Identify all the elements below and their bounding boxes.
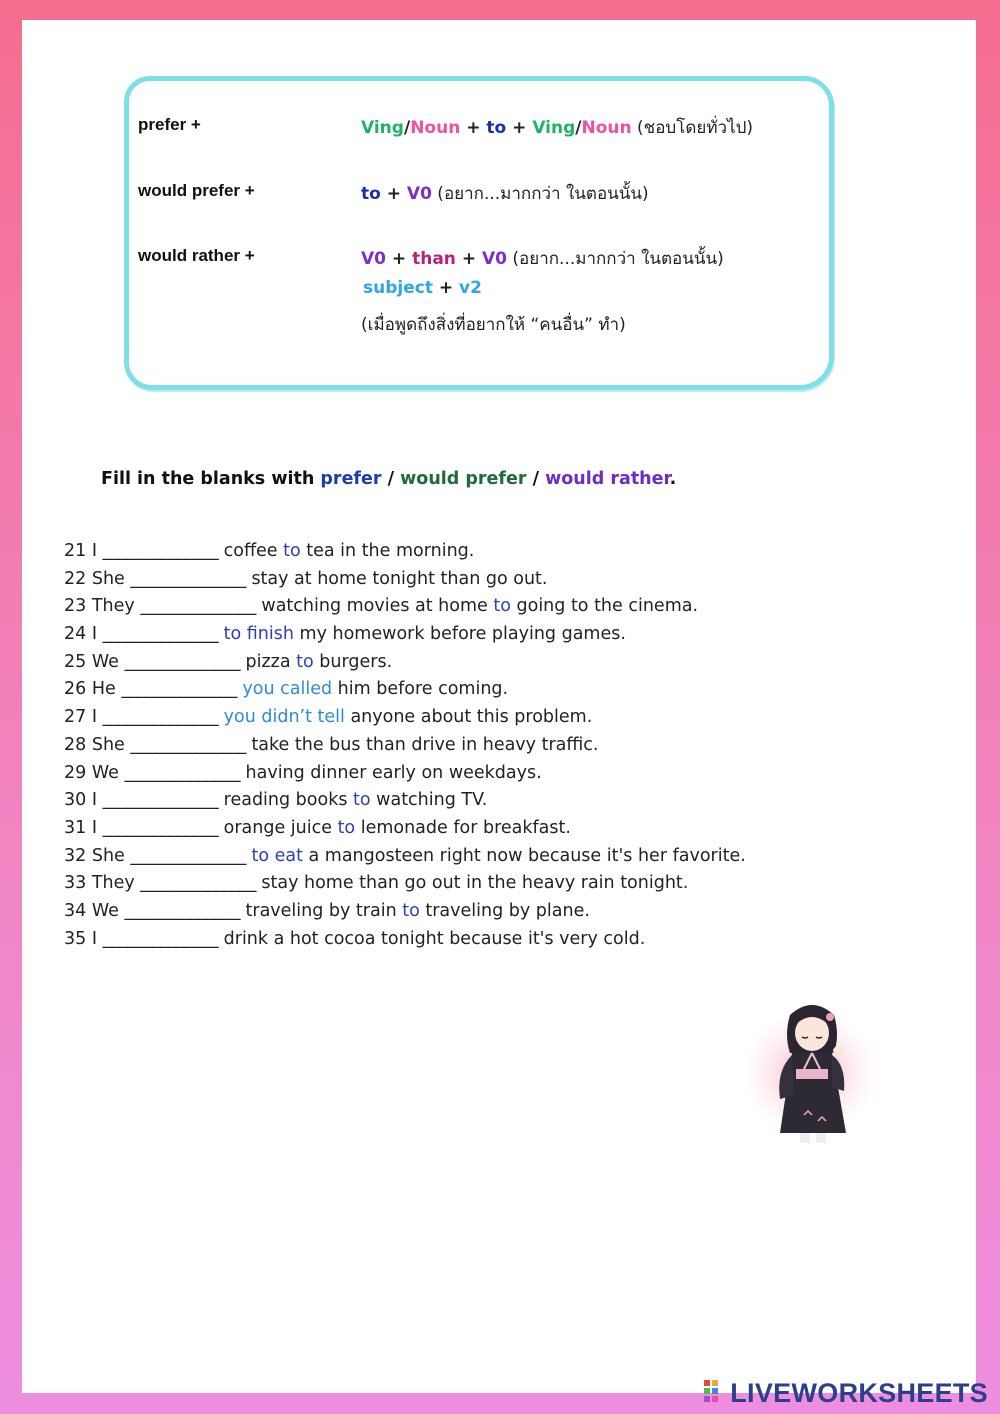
rule-label-prefer: prefer + bbox=[138, 115, 201, 134]
exercise-item bbox=[64, 760, 964, 788]
formula-segment: V0 bbox=[482, 249, 507, 269]
exercise-subject: I bbox=[86, 624, 103, 645]
rule-formula-prefer bbox=[361, 114, 753, 141]
exercise-hint: to eat bbox=[251, 845, 303, 866]
exercise-number: 25 bbox=[64, 651, 87, 672]
formula-segment: V0 bbox=[361, 249, 386, 269]
formula-segment: V0 bbox=[406, 184, 432, 204]
exercise-text: a mangosteen right now because it's her favorite. bbox=[302, 845, 746, 866]
exercise-text: drink a hot cocoa tonight because it's very cold. bbox=[218, 928, 646, 949]
exercise-hint: to bbox=[402, 900, 420, 921]
formula-segment: / bbox=[403, 118, 411, 138]
exercise-text: anyone about this problem. bbox=[344, 707, 593, 728]
formula-segment: / bbox=[575, 118, 582, 138]
exercise-subject: He bbox=[86, 679, 122, 700]
exercise-number: 27 bbox=[64, 707, 87, 728]
answer-blank[interactable]: ______________ bbox=[124, 651, 240, 672]
rule-formula-would-rather bbox=[361, 245, 724, 272]
exercise-number: 24 bbox=[64, 624, 87, 645]
exercise-text: traveling by train bbox=[239, 900, 403, 921]
rule-note-would-rather: (เมื่อพูดถึงสิ่งที่อยากให้ “คนอื่น” ทำ) bbox=[361, 315, 626, 335]
exercise-subject: We bbox=[86, 900, 125, 921]
exercise-item bbox=[64, 926, 964, 954]
formula-segment: + bbox=[380, 184, 407, 204]
exercise-number: 21 bbox=[64, 541, 87, 561]
exercise-text: coffee bbox=[218, 541, 284, 561]
exercise-number: 35 bbox=[64, 928, 87, 949]
exercise-item bbox=[64, 732, 964, 760]
kimono-girl-icon bbox=[742, 995, 882, 1150]
exercise-subject: I bbox=[86, 707, 103, 728]
formula-segment: Noun bbox=[581, 118, 632, 138]
exercise-item bbox=[64, 676, 964, 704]
rule-formula-would-rather-subject bbox=[363, 278, 482, 298]
exercise-text: tea in the morning. bbox=[300, 541, 475, 561]
exercise-text: lemonade for breakfast. bbox=[355, 817, 571, 838]
exercise-item bbox=[64, 704, 964, 732]
exercise-item bbox=[64, 593, 964, 621]
answer-blank[interactable]: ______________ bbox=[130, 845, 246, 866]
exercise-number: 32 bbox=[64, 845, 87, 866]
instruction-separator: / bbox=[381, 469, 401, 489]
exercise-number: 33 bbox=[64, 873, 87, 894]
exercise-subject: I bbox=[86, 790, 103, 811]
answer-blank[interactable]: ______________ bbox=[124, 762, 240, 783]
exercise-hint: to finish bbox=[223, 624, 294, 645]
exercise-item bbox=[64, 649, 964, 677]
exercise-text: stay home than go out in the heavy rain tonight. bbox=[255, 873, 689, 894]
exercise-subject: She bbox=[86, 734, 131, 755]
exercise-number: 22 bbox=[64, 568, 87, 589]
exercise-subject: She bbox=[86, 845, 131, 866]
answer-blank[interactable]: ______________ bbox=[124, 900, 240, 921]
formula-segment: subject bbox=[363, 278, 433, 298]
instruction-separator: / bbox=[526, 469, 546, 489]
formula-segment: Noun bbox=[410, 118, 461, 138]
exercise-item bbox=[64, 870, 964, 898]
exercise-list bbox=[64, 538, 964, 953]
exercise-text: reading books bbox=[218, 790, 354, 811]
exercise-text: pizza bbox=[239, 651, 297, 672]
formula-segment: than bbox=[412, 249, 456, 269]
instruction-option-would-prefer: would prefer bbox=[400, 469, 527, 489]
exercise-text: stay at home tonight than go out. bbox=[245, 568, 548, 589]
exercise-hint: to bbox=[337, 817, 356, 838]
answer-blank[interactable]: ______________ bbox=[102, 707, 219, 728]
exercise-item bbox=[64, 538, 964, 566]
exercise-number: 28 bbox=[64, 734, 87, 755]
exercise-subject: She bbox=[86, 568, 131, 589]
exercise-item bbox=[64, 843, 964, 871]
formula-segment: (ชอบโดยทั่วไป) bbox=[631, 118, 754, 138]
formula-segment: v2 bbox=[459, 278, 482, 298]
instruction-prefix: Fill in the blanks with bbox=[101, 469, 321, 489]
exercise-subject: They bbox=[86, 596, 141, 617]
exercise-subject: We bbox=[86, 651, 125, 672]
answer-blank[interactable]: ______________ bbox=[121, 679, 237, 700]
answer-blank[interactable]: ______________ bbox=[130, 734, 246, 755]
exercise-subject: I bbox=[86, 541, 103, 561]
formula-segment: + bbox=[386, 249, 413, 269]
formula-segment: to bbox=[361, 184, 381, 204]
exercise-text: orange juice bbox=[218, 817, 338, 838]
exercise-hint: to bbox=[283, 541, 301, 561]
formula-segment: to bbox=[486, 118, 507, 138]
instruction-option-would-rather: would rather bbox=[545, 469, 670, 489]
exercise-text: my homework before playing games. bbox=[293, 624, 626, 645]
formula-segment: Ving bbox=[532, 118, 576, 138]
formula-segment: Ving bbox=[361, 118, 404, 138]
formula-segment: (อยาก...มากกว่า ในตอนนั้น) bbox=[507, 249, 724, 269]
answer-blank[interactable]: ______________ bbox=[102, 928, 219, 949]
exercise-item bbox=[64, 621, 964, 649]
exercise-text: going to the cinema. bbox=[510, 596, 699, 617]
exercise-hint: to bbox=[493, 596, 511, 617]
formula-segment: + bbox=[460, 118, 487, 138]
exercise-number: 30 bbox=[64, 790, 87, 811]
instruction-option-prefer: prefer bbox=[320, 469, 382, 489]
exercise-text: him before coming. bbox=[332, 679, 509, 700]
formula-segment: + bbox=[506, 118, 533, 138]
answer-blank[interactable]: ______________ bbox=[102, 817, 219, 838]
exercise-hint: to bbox=[353, 790, 371, 811]
instruction-end: . bbox=[669, 469, 677, 489]
exercise-hint: you didn’t tell bbox=[223, 707, 345, 728]
exercise-item bbox=[64, 566, 964, 594]
exercise-number: 23 bbox=[64, 596, 87, 617]
liveworksheets-brand[interactable] bbox=[704, 1378, 988, 1408]
exercise-subject: They bbox=[86, 873, 141, 894]
worksheet-page bbox=[22, 20, 976, 1393]
formula-segment: + bbox=[455, 249, 482, 269]
exercise-item bbox=[64, 898, 964, 926]
answer-blank[interactable]: ______________ bbox=[102, 541, 219, 561]
brand-name: LIVEWORKSHEETS bbox=[730, 1377, 988, 1408]
answer-blank[interactable]: ______________ bbox=[102, 624, 219, 645]
exercise-subject: I bbox=[86, 928, 103, 949]
exercise-hint: you called bbox=[242, 679, 333, 700]
rule-label-would-prefer: would prefer + bbox=[138, 181, 255, 200]
exercise-number: 31 bbox=[64, 817, 87, 838]
exercise-text: watching movies at home bbox=[255, 596, 494, 617]
rule-formula-would-prefer bbox=[361, 180, 649, 207]
answer-blank[interactable]: ______________ bbox=[140, 873, 256, 894]
exercise-text: burgers. bbox=[313, 651, 393, 672]
formula-segment: + bbox=[432, 278, 460, 298]
exercise-item bbox=[64, 815, 964, 843]
exercise-subject: We bbox=[86, 762, 125, 783]
exercise-number: 26 bbox=[64, 679, 87, 700]
exercise-item bbox=[64, 787, 964, 815]
answer-blank[interactable]: ______________ bbox=[130, 568, 246, 589]
answer-blank[interactable]: ______________ bbox=[102, 790, 219, 811]
liveworksheets-logo-icon bbox=[704, 1380, 726, 1406]
rule-label-would-rather: would rather + bbox=[138, 246, 255, 265]
exercise-text: having dinner early on weekdays. bbox=[239, 762, 542, 783]
answer-blank[interactable]: ______________ bbox=[140, 596, 256, 617]
exercise-text: watching TV. bbox=[370, 790, 488, 811]
exercise-number: 29 bbox=[64, 762, 87, 783]
exercise-hint: to bbox=[296, 651, 314, 672]
instruction bbox=[101, 469, 676, 489]
exercise-number: 34 bbox=[64, 900, 87, 921]
exercise-subject: I bbox=[86, 817, 103, 838]
formula-segment: (อยาก...มากกว่า ในตอนนั้น) bbox=[431, 184, 649, 204]
exercise-text: traveling by plane. bbox=[419, 900, 590, 921]
exercise-text: take the bus than drive in heavy traffic. bbox=[245, 734, 599, 755]
